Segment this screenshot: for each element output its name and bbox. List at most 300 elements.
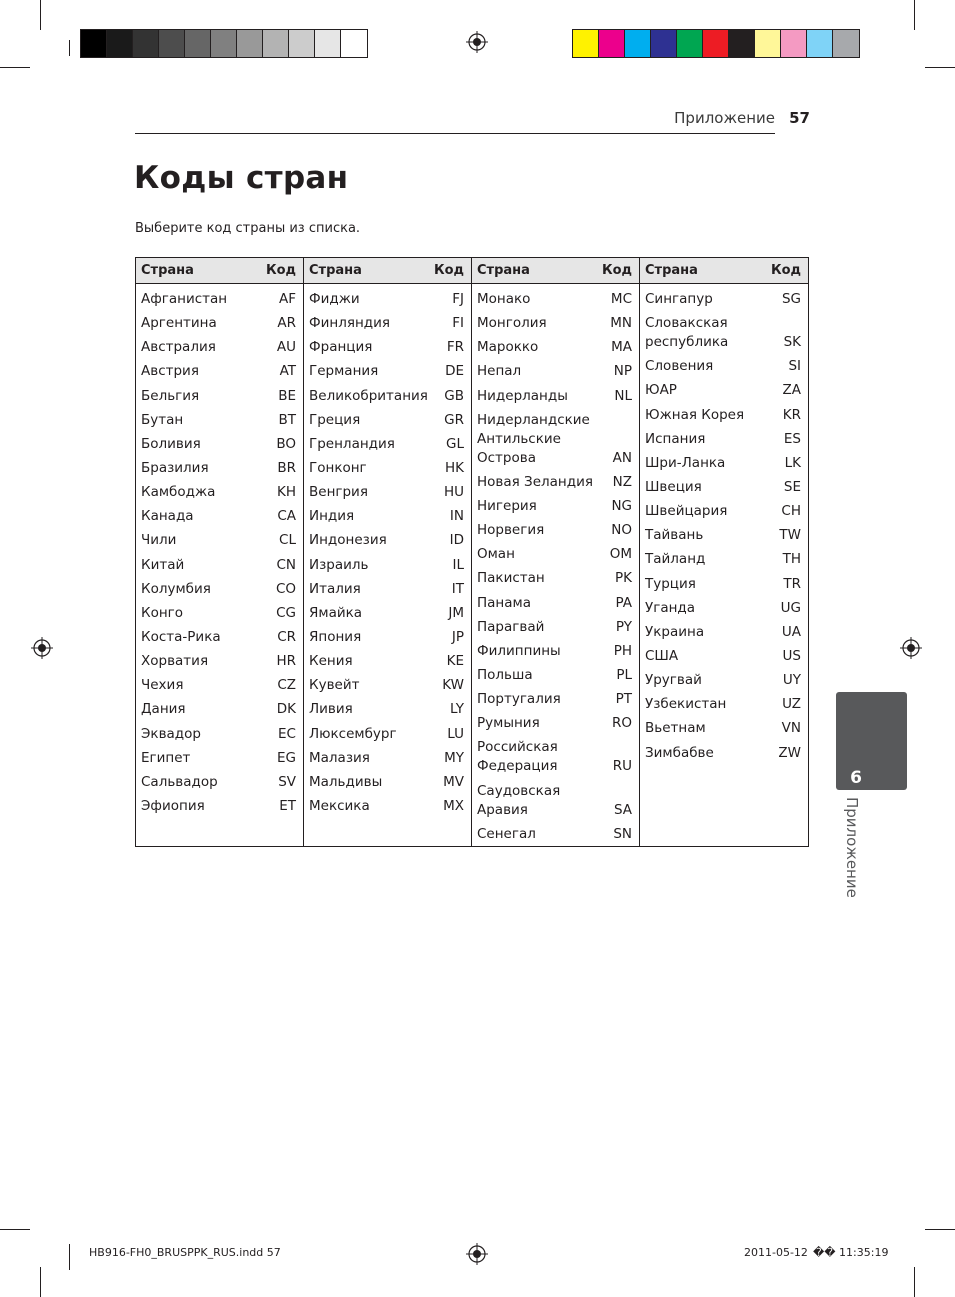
chapter-tab — [836, 692, 907, 790]
country-name: Парагвай — [477, 618, 545, 635]
country-name: Украина — [645, 623, 705, 640]
table-row — [141, 794, 296, 818]
country-code: JP — [451, 628, 464, 645]
table-row — [477, 591, 632, 615]
country-code: TR — [783, 575, 801, 592]
table-row — [477, 822, 632, 846]
country-name: Тайланд — [645, 551, 706, 568]
country-name: Гренландия — [309, 435, 395, 452]
gray-swatch — [263, 30, 289, 57]
country-code: NL — [614, 387, 632, 404]
country-code: BT — [278, 411, 296, 428]
country-code: MV — [443, 773, 464, 790]
country-code: KE — [446, 653, 464, 670]
table-row — [645, 475, 801, 499]
country-code: FR — [446, 339, 464, 356]
footer-date: 2011-05-12 — [744, 1246, 808, 1259]
country-name: Канада — [141, 508, 194, 525]
country-name: Кувейт — [309, 677, 360, 694]
country-code: RU — [612, 758, 632, 775]
table-row — [645, 644, 801, 668]
country-code: ID — [449, 532, 464, 549]
country-name: Нидерландские Антильские Острова — [477, 411, 590, 466]
table-row — [645, 692, 801, 716]
table-row — [477, 287, 632, 311]
table-row — [477, 566, 632, 590]
country-name: Бразилия — [141, 459, 209, 476]
country-code: SV — [278, 773, 296, 790]
table-row — [309, 673, 464, 697]
country-code: UA — [781, 623, 801, 640]
country-code: BO — [276, 435, 296, 452]
country-code: AR — [277, 315, 296, 332]
registration-mark-icon — [31, 637, 53, 659]
country-name: Панама — [477, 594, 531, 611]
table-row — [141, 770, 296, 794]
table-header — [304, 258, 471, 284]
country-name: Монголия — [477, 315, 547, 332]
table-row — [645, 620, 801, 644]
gray-swatch — [133, 30, 159, 57]
country-name: Кения — [309, 653, 353, 670]
country-code: MN — [610, 315, 632, 332]
header-code: Код — [770, 263, 801, 278]
country-name: Чехия — [141, 677, 184, 694]
country-name: Сальвадор — [141, 773, 218, 790]
country-code: EG — [277, 749, 296, 766]
country-name: Словакская республика — [645, 315, 729, 351]
country-name: Шри-Ланка — [645, 454, 726, 471]
country-code: HU — [443, 484, 464, 501]
table-header — [640, 258, 808, 284]
table-row — [141, 408, 296, 432]
country-code: HR — [276, 653, 296, 670]
country-code: KW — [442, 677, 464, 694]
table-row — [645, 378, 801, 402]
country-name: Афганистан — [141, 291, 228, 307]
table-row — [645, 716, 801, 740]
table-row — [477, 359, 632, 383]
country-code: LK — [784, 454, 801, 471]
country-name: Швейцария — [645, 503, 728, 520]
chapter-label-text: Приложение — [843, 797, 861, 898]
country-name: Словения — [645, 358, 714, 375]
country-code: CN — [276, 556, 296, 573]
table-row — [141, 311, 296, 335]
table-header — [472, 258, 639, 284]
country-name: Саудовская Аравия — [477, 782, 561, 818]
page-number: 57 — [789, 109, 810, 127]
country-code: RO — [611, 715, 632, 732]
registration-mark-icon — [900, 637, 922, 659]
country-name: Австралия — [141, 339, 216, 356]
country-code: VN — [781, 720, 801, 737]
gray-swatch — [81, 30, 107, 57]
country-name: Фиджи — [309, 291, 360, 307]
table-row — [141, 649, 296, 673]
country-name: Коста-Рика — [141, 628, 221, 645]
country-name: Испания — [645, 430, 706, 447]
gray-swatch — [107, 30, 133, 57]
country-code: CO — [275, 580, 296, 597]
country-name: Греция — [309, 411, 361, 428]
table-column — [472, 258, 640, 846]
country-name: Хорватия — [141, 653, 209, 670]
grayscale-calibration-bar — [80, 29, 368, 58]
country-code: ZA — [782, 382, 801, 399]
table-row — [645, 451, 801, 475]
table-row — [141, 528, 296, 552]
crop-mark — [40, 1267, 41, 1297]
country-name: Боливия — [141, 435, 201, 452]
country-name: Марокко — [477, 339, 539, 356]
country-code: TH — [782, 551, 801, 568]
table-row — [477, 408, 632, 470]
table-row — [477, 735, 632, 778]
country-code: CA — [277, 508, 296, 525]
country-name: Уругвай — [645, 672, 702, 689]
country-name: Ямайка — [309, 604, 363, 621]
table-row — [477, 542, 632, 566]
country-name: Колумбия — [141, 580, 211, 597]
table-row — [309, 359, 464, 383]
country-name: Конго — [141, 604, 184, 621]
table-row — [141, 432, 296, 456]
country-codes-table — [135, 257, 809, 847]
gray-swatch — [211, 30, 237, 57]
country-name: Малазия — [309, 749, 370, 766]
header-rule — [135, 133, 775, 134]
country-code: PA — [615, 594, 632, 611]
country-code: ET — [279, 797, 296, 814]
table-row — [309, 770, 464, 794]
table-row — [141, 673, 296, 697]
table-row — [309, 528, 464, 552]
table-row — [141, 335, 296, 359]
country-name: Нигерия — [477, 497, 537, 514]
crop-mark — [925, 67, 955, 68]
table-row — [309, 697, 464, 721]
color-swatch — [625, 30, 651, 57]
country-code: NP — [613, 363, 632, 380]
table-column — [640, 258, 808, 846]
country-code: FI — [452, 315, 464, 332]
color-swatch — [703, 30, 729, 57]
table-row — [309, 553, 464, 577]
registration-mark-icon — [466, 31, 488, 53]
table-row — [309, 625, 464, 649]
table-row — [141, 746, 296, 770]
table-row — [477, 311, 632, 335]
country-code: NZ — [612, 473, 632, 490]
country-name: Узбекистан — [645, 696, 727, 713]
country-code: ZW — [778, 744, 801, 761]
country-name: Великобритания — [309, 387, 428, 404]
table-row — [645, 287, 801, 311]
country-name: Индонезия — [309, 532, 387, 549]
gray-swatch — [185, 30, 211, 57]
table-row — [645, 354, 801, 378]
registration-mark-icon — [466, 1243, 488, 1265]
country-code: CG — [276, 604, 296, 621]
country-name: Уганда — [645, 599, 696, 616]
country-code: UY — [782, 672, 801, 689]
table-row — [309, 480, 464, 504]
country-name: Япония — [309, 628, 362, 645]
color-swatch — [599, 30, 625, 57]
table-row — [309, 577, 464, 601]
country-name: Пакистан — [477, 570, 545, 587]
country-name: Монако — [477, 291, 531, 307]
table-row — [141, 553, 296, 577]
country-name: Польша — [477, 666, 533, 683]
country-name: Сингапур — [645, 291, 713, 307]
table-row — [309, 601, 464, 625]
table-row — [309, 287, 464, 311]
country-name: Венгрия — [309, 484, 368, 501]
chapter-label — [840, 797, 870, 897]
country-code: GL — [446, 435, 464, 452]
table-row — [477, 384, 632, 408]
table-row — [477, 494, 632, 518]
country-code: DE — [445, 363, 464, 380]
table-column — [136, 258, 304, 846]
table-row — [645, 668, 801, 692]
country-code: CR — [277, 628, 296, 645]
country-code: MA — [611, 339, 632, 356]
country-code: JM — [448, 604, 464, 621]
table-row — [141, 722, 296, 746]
header-country: Страна — [141, 263, 194, 278]
table-row — [645, 741, 801, 765]
country-code: NO — [611, 522, 632, 539]
table-row — [141, 625, 296, 649]
country-code: AN — [612, 449, 632, 466]
table-row — [141, 456, 296, 480]
country-name: Дания — [141, 701, 186, 718]
country-code: GR — [444, 411, 464, 428]
table-column — [304, 258, 472, 846]
country-code: SG — [781, 291, 801, 307]
country-name: Норвегия — [477, 522, 545, 539]
country-name: Бутан — [141, 411, 184, 428]
country-code: AF — [278, 291, 296, 307]
country-code: KH — [276, 484, 296, 501]
country-name: Нидерланды — [477, 387, 568, 404]
running-header-section: Приложение — [674, 109, 775, 127]
country-code: PT — [615, 691, 632, 708]
country-code: SI — [788, 358, 801, 375]
country-code: SK — [783, 334, 801, 351]
table-row — [645, 499, 801, 523]
country-code: US — [782, 647, 801, 664]
country-code: NG — [611, 497, 632, 514]
country-name: Оман — [477, 546, 515, 563]
country-code: AU — [276, 339, 296, 356]
color-swatch — [781, 30, 807, 57]
country-name: Бельгия — [141, 387, 200, 404]
country-code: EC — [278, 725, 296, 742]
country-code: UG — [780, 599, 801, 616]
country-code: HK — [444, 459, 464, 476]
country-name: Сенегал — [477, 825, 536, 842]
table-row — [645, 523, 801, 547]
country-name: Египет — [141, 749, 191, 766]
footer-file-info: HB916-FH0_BRUSPPK_RUS.indd 57 — [89, 1246, 281, 1259]
country-name: ЮАР — [645, 382, 677, 399]
country-name: Филиппины — [477, 642, 561, 659]
table-row — [477, 779, 632, 822]
table-row — [309, 335, 464, 359]
country-code: UZ — [782, 696, 801, 713]
country-name: Швеция — [645, 478, 702, 495]
table-header — [136, 258, 303, 284]
country-code: PK — [615, 570, 632, 587]
table-row — [141, 480, 296, 504]
header-code: Код — [265, 263, 296, 278]
crop-mark — [925, 1229, 955, 1230]
country-code: MY — [444, 749, 464, 766]
header-country: Страна — [309, 263, 362, 278]
country-name: Новая Зеландия — [477, 473, 593, 490]
gray-swatch — [289, 30, 315, 57]
table-row — [309, 408, 464, 432]
color-swatch — [677, 30, 703, 57]
country-name: Вьетнам — [645, 720, 706, 737]
crop-mark — [40, 0, 41, 30]
crop-mark — [0, 67, 30, 68]
table-row — [645, 403, 801, 427]
country-name: Тайвань — [645, 527, 704, 544]
country-code: IN — [449, 508, 464, 525]
country-code: BR — [277, 459, 296, 476]
country-name: Непал — [477, 363, 522, 380]
table-row — [309, 456, 464, 480]
table-row — [477, 518, 632, 542]
country-name: Румыния — [477, 715, 540, 732]
country-code: CZ — [277, 677, 296, 694]
country-name: Мальдивы — [309, 773, 383, 790]
country-code: MC — [610, 291, 632, 307]
country-code: IL — [452, 556, 464, 573]
table-row — [141, 504, 296, 528]
table-row — [141, 577, 296, 601]
country-name: Китай — [141, 556, 185, 573]
crop-mark — [69, 40, 70, 56]
country-name: Италия — [309, 580, 361, 597]
country-name: Чили — [141, 532, 177, 549]
table-row — [477, 711, 632, 735]
color-swatch — [651, 30, 677, 57]
country-code: GB — [444, 387, 464, 404]
table-row — [477, 663, 632, 687]
country-name: Южная Корея — [645, 406, 745, 423]
gray-swatch — [237, 30, 263, 57]
table-row — [309, 504, 464, 528]
country-code: DK — [276, 701, 296, 718]
country-code: FJ — [452, 291, 464, 307]
country-name: Израиль — [309, 556, 369, 573]
table-row — [141, 601, 296, 625]
country-code: OM — [609, 546, 632, 563]
country-name: Франция — [309, 339, 373, 356]
country-name: Эфиопия — [141, 797, 205, 814]
country-code: ES — [783, 430, 801, 447]
country-code: BE — [278, 387, 296, 404]
country-name: Австрия — [141, 363, 199, 380]
table-row — [309, 794, 464, 818]
table-row — [141, 697, 296, 721]
country-name: Аргентина — [141, 315, 217, 332]
table-row — [309, 722, 464, 746]
country-name: Ливия — [309, 701, 353, 718]
page-title: Коды стран — [134, 160, 349, 196]
table-row — [309, 311, 464, 335]
table-row — [477, 687, 632, 711]
header-country: Страна — [645, 263, 698, 278]
crop-mark — [914, 0, 915, 30]
table-row — [645, 427, 801, 451]
intro-text: Выберите код страны из списка. — [135, 221, 361, 236]
table-row — [477, 639, 632, 663]
table-row — [141, 384, 296, 408]
country-code: SN — [613, 825, 632, 842]
table-row — [477, 615, 632, 639]
country-code: LY — [450, 701, 464, 718]
country-code: PY — [615, 618, 632, 635]
country-code: PH — [613, 642, 632, 659]
country-name: Германия — [309, 363, 379, 380]
country-name: Мексика — [309, 797, 370, 814]
table-row — [309, 384, 464, 408]
crop-mark — [914, 1267, 915, 1297]
country-code: CL — [279, 532, 296, 549]
table-row — [645, 547, 801, 571]
country-name: Турция — [645, 575, 696, 592]
country-code: IT — [451, 580, 464, 597]
country-code: TW — [779, 527, 801, 544]
table-row — [141, 359, 296, 383]
country-name: Гонконг — [309, 459, 367, 476]
color-swatch — [833, 30, 859, 57]
crop-mark — [69, 1244, 70, 1270]
country-code: LU — [447, 725, 464, 742]
country-name: Камбоджа — [141, 484, 216, 501]
header-code: Код — [433, 263, 464, 278]
country-code: MX — [443, 797, 464, 814]
country-name: Зимбабве — [645, 744, 714, 761]
color-swatch — [755, 30, 781, 57]
country-name: Финляндия — [309, 315, 391, 332]
footer-time: �� 11:35:19 — [813, 1246, 889, 1259]
country-name: Эквадор — [141, 725, 201, 742]
country-name: Индия — [309, 508, 355, 525]
color-swatch — [729, 30, 755, 57]
table-row — [645, 572, 801, 596]
gray-swatch — [159, 30, 185, 57]
table-row — [309, 432, 464, 456]
crop-mark — [0, 1229, 30, 1230]
country-code: SA — [613, 801, 632, 818]
table-row — [645, 596, 801, 620]
table-row — [141, 287, 296, 311]
country-code: KR — [782, 406, 801, 423]
country-name: Португалия — [477, 691, 561, 708]
country-code: PL — [616, 666, 632, 683]
country-code: CH — [781, 503, 801, 520]
country-code: SE — [783, 478, 801, 495]
table-row — [645, 311, 801, 354]
